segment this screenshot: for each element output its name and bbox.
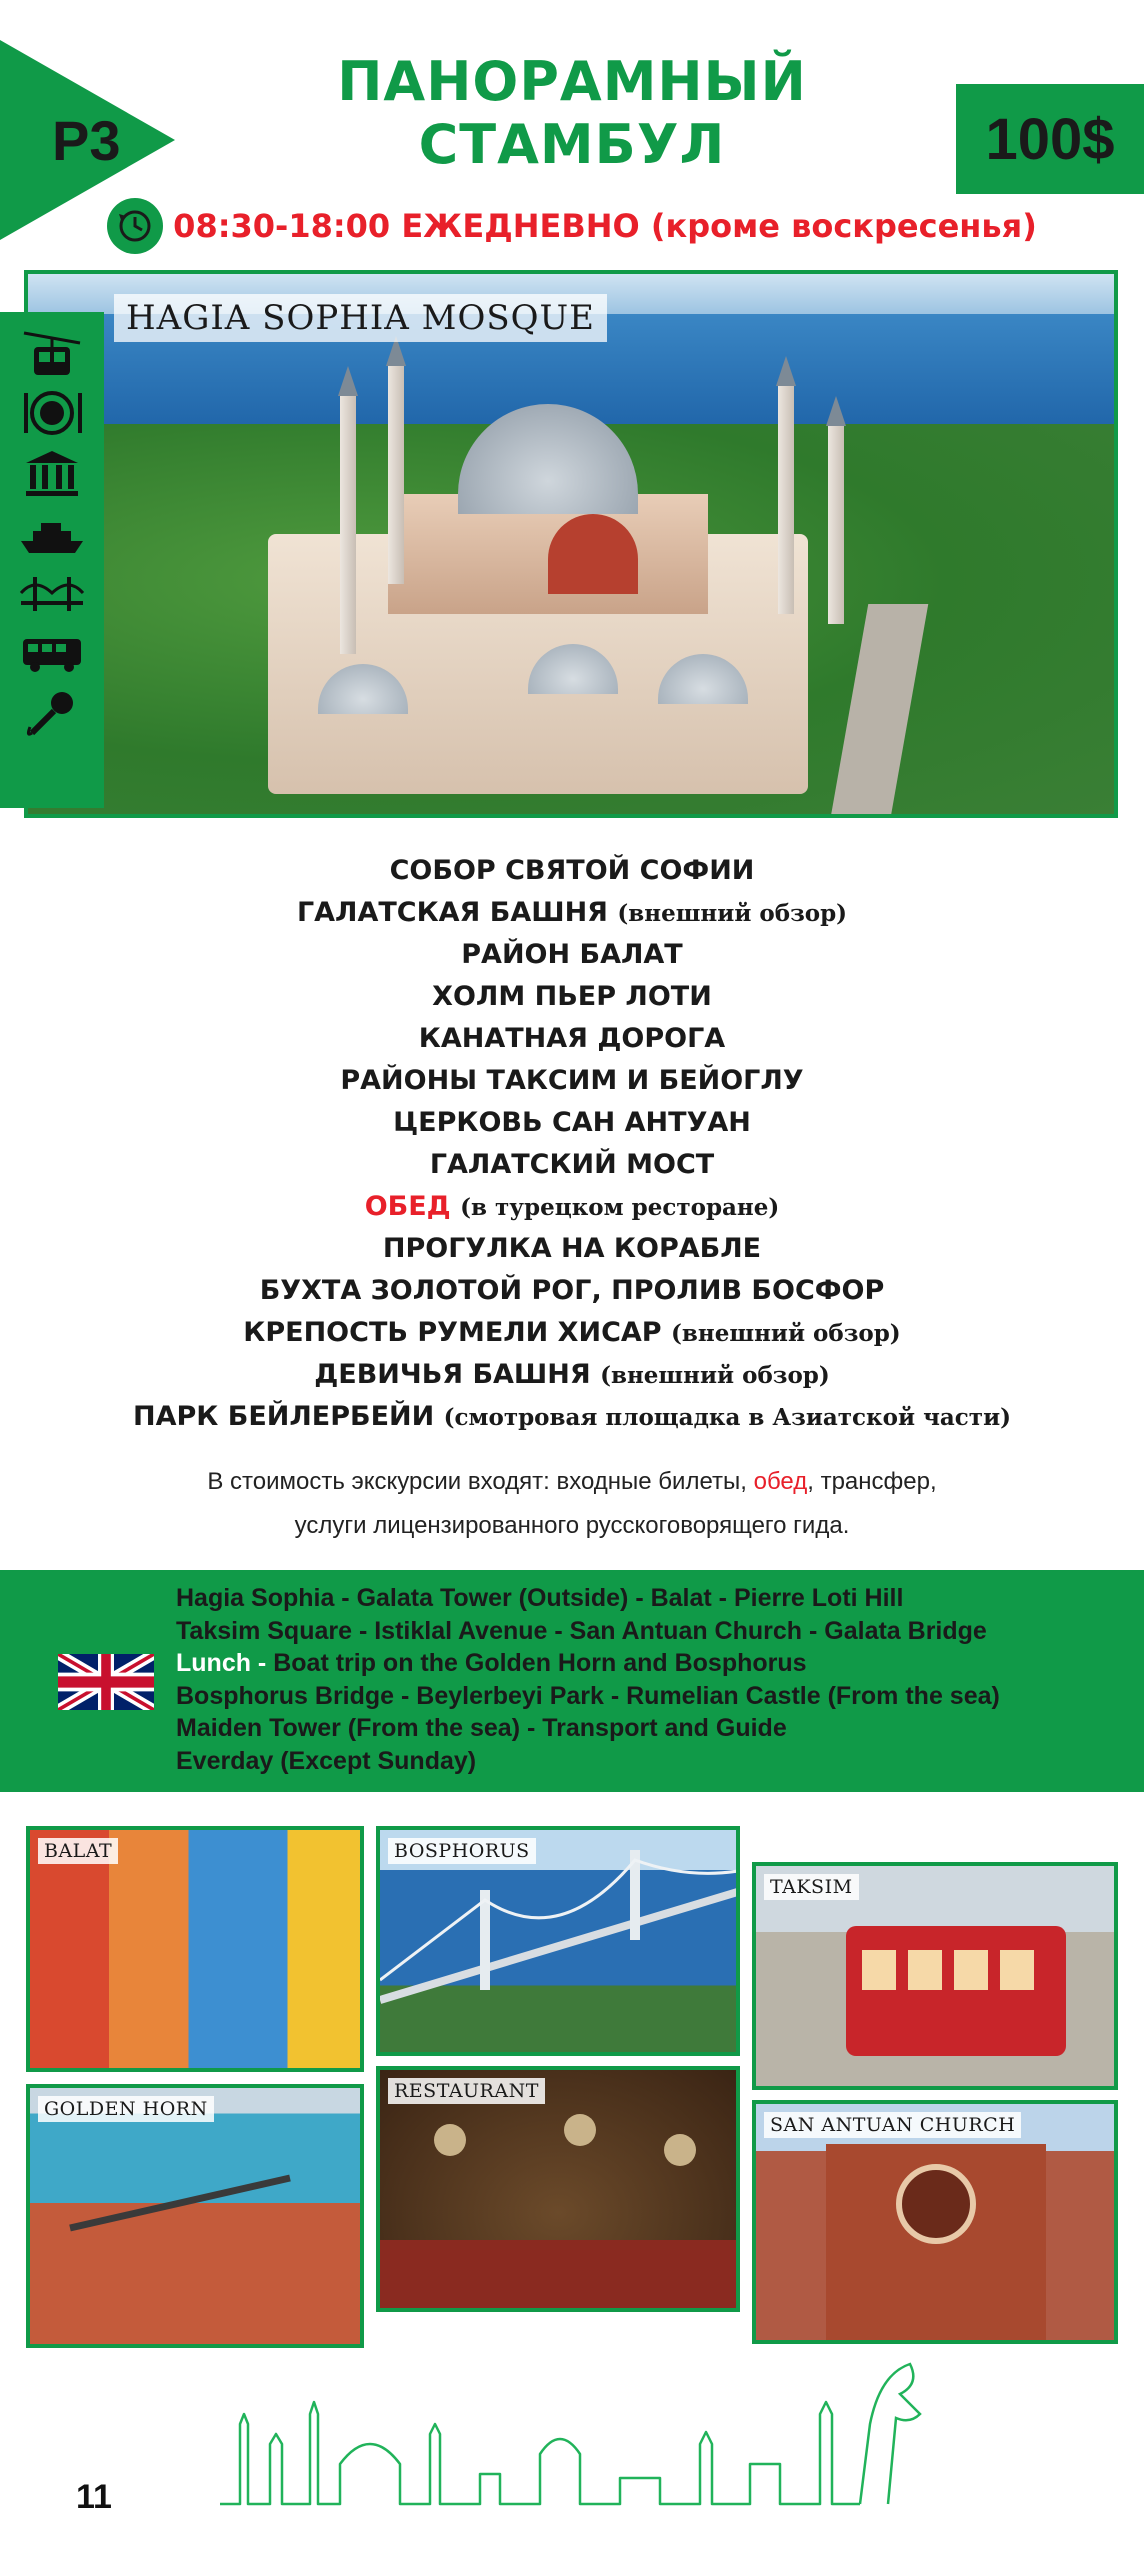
list-item: ПАРК БЕЙЛЕРБЕЙИ (смотровая площадка в Азиатской части) xyxy=(132,1401,1012,1432)
english-line: Maiden Tower (From the sea) - Transport and Guide xyxy=(176,1714,787,1742)
page-title: ПАНОРАМНЫЙ СТАМБУЛ xyxy=(337,50,807,176)
list-item: СОБОР СВЯТОЙ СОФИИ xyxy=(389,855,755,886)
photo-golden-horn xyxy=(26,2084,364,2348)
list-item: ГАЛАТСКАЯ БАШНЯ (внешний обзор) xyxy=(296,897,848,928)
list-item: БУХТА ЗОЛОТОЙ РОГ, ПРОЛИВ БОСФОР xyxy=(259,1275,885,1306)
microphone-icon xyxy=(17,686,87,740)
bus-icon xyxy=(17,626,87,680)
itinerary-list xyxy=(0,850,1144,1438)
dining-icon xyxy=(17,386,87,440)
schedule-text: 08:30-18:00 ЕЖЕДНЕВНО (кроме воскресенья) xyxy=(173,207,1037,245)
photo-caption: GOLDEN HORN xyxy=(38,2096,214,2122)
photo-san-antuan-church xyxy=(752,2100,1118,2344)
list-item: ХОЛМ ПЬЕР ЛОТИ xyxy=(432,981,712,1012)
english-line: Bosphorus Bridge - Beylerbeyi Park - Rumelian Castle (From the sea) xyxy=(176,1681,1000,1710)
list-item: РАЙОН БАЛАТ xyxy=(461,939,683,970)
cable-car-icon xyxy=(17,326,87,380)
ship-icon xyxy=(17,506,87,560)
english-summary xyxy=(0,1570,1144,1792)
bridge-icon xyxy=(17,566,87,620)
list-item-lunch: ОБЕД (в турецком ресторане) xyxy=(364,1191,780,1222)
schedule xyxy=(0,198,1144,254)
page-number: 11 xyxy=(76,2478,112,2516)
list-item: ГАЛАТСКИЙ МОСТ xyxy=(429,1149,715,1180)
list-item: РАЙОНЫ ТАКСИМ И БЕЙОГЛУ xyxy=(340,1065,804,1096)
photo-taksim xyxy=(752,1862,1118,2090)
uk-flag-icon xyxy=(58,1654,154,1710)
hero-caption: HAGIA SOPHIA MOSQUE xyxy=(114,294,607,342)
english-line: Lunch - Boat trip on the Golden Horn and Bosphorus xyxy=(176,1649,807,1677)
photo-caption: SAN ANTUAN CHURCH xyxy=(764,2112,1021,2138)
included-services: В стоимость экскурсии входят: входные билеты, обед, трансфер, услуги лицензированного русскоговорящего гида. xyxy=(207,1468,937,1539)
feature-icon-bar xyxy=(0,312,104,808)
photo-caption: TAKSIM xyxy=(764,1874,859,1900)
museum-icon xyxy=(17,446,87,500)
price: 100$ xyxy=(985,106,1115,172)
photo-caption: RESTAURANT xyxy=(388,2078,545,2104)
photo-restaurant xyxy=(376,2066,740,2312)
photo-caption: BALAT xyxy=(38,1838,118,1864)
english-line: Hagia Sophia - Galata Tower (Outside) - Balat - Pierre Loti Hill xyxy=(176,1584,904,1612)
clock-icon xyxy=(107,198,163,254)
tour-code: P3 xyxy=(52,109,121,172)
photo-caption: BOSPHORUS xyxy=(388,1838,536,1864)
skyline-outline-icon xyxy=(220,2354,950,2514)
list-item: КАНАТНАЯ ДОРОГА xyxy=(418,1023,726,1054)
photo-balat xyxy=(26,1826,364,2072)
list-item: ПРОГУЛКА НА КОРАБЛЕ xyxy=(382,1233,762,1264)
english-line: Taksim Square - Istiklal Avenue - San Antuan Church - Galata Bridge xyxy=(176,1616,987,1645)
hero-photo xyxy=(24,270,1118,818)
list-item: ДЕВИЧЬЯ БАШНЯ (внешний обзор) xyxy=(314,1359,830,1390)
list-item: ЦЕРКОВЬ САН АНТУАН xyxy=(393,1107,751,1138)
price-badge xyxy=(956,84,1144,194)
list-item: КРЕПОСТЬ РУМЕЛИ ХИСАР (внешний обзор) xyxy=(243,1317,901,1348)
photo-bosphorus xyxy=(376,1826,740,2056)
english-line: Everday (Except Sunday) xyxy=(176,1746,477,1775)
